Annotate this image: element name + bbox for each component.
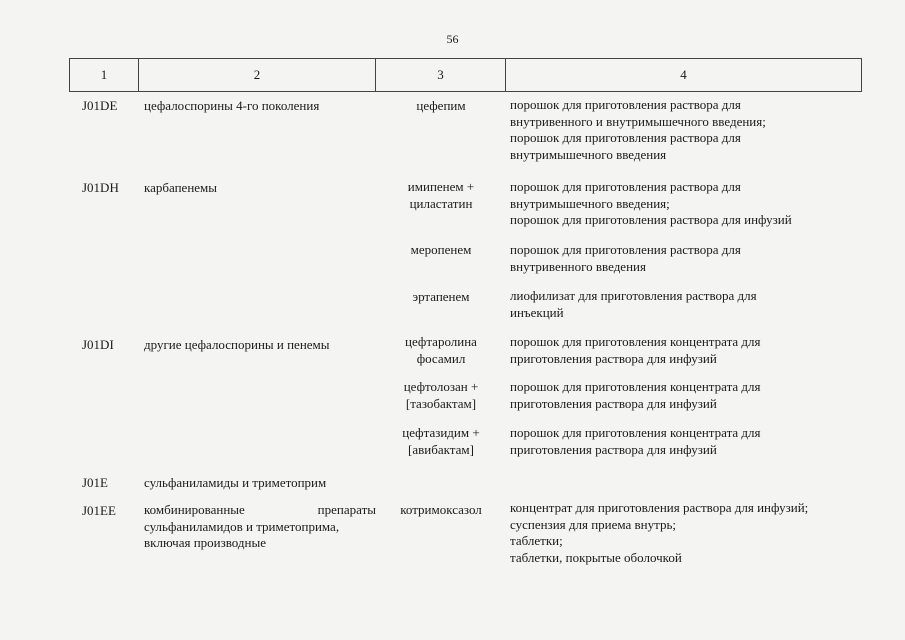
form-line: порошок для приготовления раствора для	[510, 179, 741, 194]
form-line: внутривенного введения	[510, 258, 646, 274]
drug-name: котримоксазол	[400, 502, 482, 517]
drug-line: цефтазидим +	[402, 425, 480, 440]
group-name: сульфаниламиды и триметоприм	[144, 475, 327, 490]
group-line: сульфаниламидов и триметоприма,	[144, 518, 340, 534]
form-line: порошок для приготовления раствора для	[510, 130, 741, 145]
header-col-1: 1	[69, 59, 139, 91]
header-col-3: 3	[376, 59, 506, 91]
dosage-forms	[510, 500, 862, 566]
dosage-forms	[510, 179, 862, 229]
header-col-2: 2	[139, 59, 376, 91]
table-header	[69, 59, 862, 91]
form-line: внутривенного и внутримышечного введения;	[510, 113, 766, 129]
form-line: концентрат для приготовления раствора для инфузий;	[510, 500, 809, 515]
dosage-forms	[510, 334, 862, 367]
form-line: приготовления раствора для инфузий	[510, 395, 717, 411]
form-line: приготовления раствора для инфузий	[510, 350, 717, 366]
dosage-forms	[510, 288, 862, 321]
drug-name	[378, 334, 504, 367]
drug-name: цефепим	[416, 98, 466, 113]
atc-code: J01DE	[82, 98, 118, 113]
group-line: включая производные	[144, 535, 266, 550]
table-header-rule	[69, 91, 862, 92]
dosage-forms	[510, 97, 862, 163]
drug-name	[378, 179, 504, 212]
form-line: приготовления раствора для инфузий	[510, 441, 717, 457]
drug-name: меропенем	[410, 242, 472, 257]
drug-line: циластатин	[409, 195, 473, 211]
dosage-forms	[510, 379, 862, 412]
page-number: 56	[446, 32, 459, 46]
group-name: другие цефалоспорины и пенемы	[144, 337, 330, 352]
form-line: порошок для приготовления концентрата для	[510, 334, 761, 349]
form-line: порошок для приготовления концентрата для	[510, 379, 761, 394]
drug-name	[378, 379, 504, 412]
group-name: карбапенемы	[144, 180, 218, 195]
form-line: внутримышечного введения	[510, 146, 667, 162]
drug-name: эртапенем	[412, 289, 470, 304]
atc-code: J01DH	[82, 180, 119, 195]
form-line: суспензия для приема внутрь;	[510, 516, 677, 532]
drug-line: [авибактам]	[408, 441, 474, 457]
drug-name	[378, 425, 504, 458]
drug-line: цефтолозан +	[403, 379, 479, 394]
drug-line: цефтаролина	[405, 334, 477, 349]
form-line: таблетки, покрытые оболочкой	[510, 549, 682, 565]
group-name: цефалоспорины 4-го поколения	[144, 98, 320, 113]
form-line: порошок для приготовления раствора для инфузий	[510, 212, 792, 227]
form-line: порошок для приготовления раствора для	[510, 97, 741, 112]
form-line: лиофилизат для приготовления раствора для	[510, 288, 757, 303]
drug-line: [тазобактам]	[405, 395, 477, 411]
atc-code: J01EE	[82, 503, 116, 518]
form-line: таблетки;	[510, 533, 563, 548]
drug-line: фосамил	[416, 350, 466, 366]
group-name	[144, 502, 376, 552]
form-line: порошок для приготовления концентрата для	[510, 425, 761, 440]
form-line: внутримышечного введения;	[510, 195, 670, 211]
header-col-4: 4	[506, 59, 862, 91]
atc-code: J01DI	[82, 337, 114, 352]
dosage-forms	[510, 242, 862, 275]
form-line: порошок для приготовления раствора для	[510, 242, 741, 257]
form-line: инъекций	[510, 304, 564, 320]
atc-code: J01E	[82, 475, 108, 490]
drug-line: имипенем +	[407, 179, 475, 194]
group-line: комбинированные препараты	[144, 502, 376, 517]
dosage-forms	[510, 425, 862, 458]
